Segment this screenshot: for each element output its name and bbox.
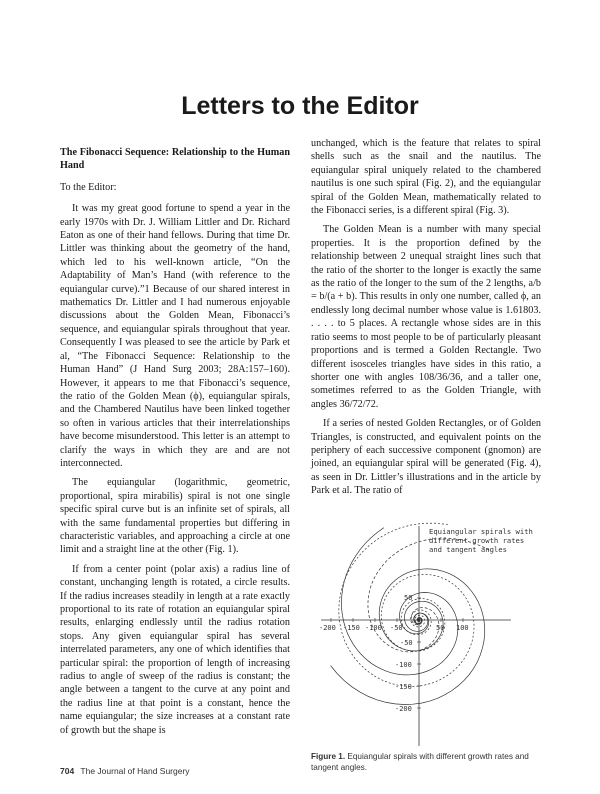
y-tick-label: -50 — [400, 639, 413, 647]
figure-1 — [311, 518, 541, 770]
article-title: The Fibonacci Sequence: Relationship to the Human Hand — [60, 147, 290, 172]
page-number: 704 — [60, 766, 75, 776]
x-tick-label: 50 — [436, 624, 445, 632]
legend-line: Equiangular spirals with — [429, 527, 533, 536]
paragraph: If from a center point (polar axis) a radius line of constant, unchanging length is rotated, a circle results. If the radius increases steadily in length at a rate exactly proportional to its rate of rotation an equiangular spiral results, enlarging endlessly until the radius rotation stops. Any given equiangular spiral has several interrelated parameters, any one of which identifies that particular spiral: the proportion of length of increasing radius to angle of sweep of the radius is constant; the angle between a tangent to the curve at any point and the radius line at that point is a constant, hence the name equiangular; the size increases at a constant rate of growth but the shape is — [60, 563, 290, 736]
paragraph: The equiangular (logarithmic, geometric, proportional, spira mirabilis) spiral is not one single specific spiral curve but is an infinite set of spirals, all with the same fundamental properties but differing in characteristic variables, and approaching a circle at one limit and a straight line at the other (Fig. 1). — [60, 477, 290, 556]
y-tick-label: -100 — [395, 661, 412, 669]
x-tick-label: -100 — [365, 624, 382, 632]
y-tick-label: -150 — [395, 683, 412, 691]
y-tick-label: 50 — [404, 594, 413, 602]
page-footer — [60, 766, 190, 776]
paragraph: The Golden Mean is a number with many special properties. It is the proportion defined by the relationship between 2 unequal straight lines such that the ratio of the shorter to the longer is exactly the same as the ratio of the longer to the sum of the 2 lengths, a/b = b/(a + b). This results in only one number, called ϕ, an endlessly long decimal number whose value is 1.61803. . . . . to 5 places. A rectangle whose sides are in this ratio seems to most people to be of particularly pleasant proportions and is termed a Golden Rectangle. Two different isosceles triangles have sides in this ratio, a shorter one with angles 108/36/36, and a taller one, sometimes referred to as the Golden Triangle, with angles 36/72/72. — [311, 224, 541, 410]
salutation: To the Editor: — [60, 181, 117, 193]
paragraph: If a series of nested Golden Rectangles, or of Golden Triangles, is constructed, and equivalent points on the periphery of each successive component (gnomon) are joined, an equiangular spiral will be generated (Fig. 4), as seen in Dr. Littler’s illustrations and in the article by Park et al. The ratio of — [311, 418, 541, 497]
x-tick-label: -150 — [343, 624, 360, 632]
x-tick-label: -50 — [390, 624, 403, 632]
paragraph: unchanged, which is the feature that relates to spiral shells such as the snail and the nautilus. The equiangular spiral uniquely related to the chambered nautilus is one such spiral (Fig. 2), and the equiangular spiral of the Golden Mean, mathematically related to the Fibonacci series, is a different spiral (Fig. 3). — [311, 138, 541, 217]
journal-name: The Journal of Hand Surgery — [80, 766, 190, 776]
x-tick-label: 100 — [456, 624, 469, 632]
caption-text: Equiangular spirals with different growth rates and tangent angles. — [311, 752, 529, 772]
left-column — [60, 146, 290, 743]
spiral-plot — [311, 518, 541, 758]
paragraph: It was my great good fortune to spend a year in the early 1970s with Dr. J. William Littler and Dr. Richard Eaton as one of their hand fellows. During that time Dr. Littler was thinking about the geometry of the hand, which led to his well-known article, “On the Adaptability of Man’s Hand (with reference to the equiangular curve).”1 Because of our shared interest in mathematics Dr. Littler and I had numerous enjoyable discussions about the Golden Mean, Fibonacci’s sequence, and equiangular spirals throughout that year. Consequently I was pleased to see the article by Park et al, “The Fibonacci Sequence: Relationship to the Human Hand” (J Hand Surg 2003; 28A:157–160). However, it appears to me that Fibonacci’s sequence, the ratio of the Golden Mean (ϕ), equiangular spirals, and the Chambered Nautilus have been linked together so often in various articles that their interrelationships have become misunderstood. This letter is an attempt to clarify the ways in which they are and are not interconnected. — [60, 203, 290, 469]
legend-line: and tangent angles — [429, 545, 507, 554]
right-column — [311, 137, 541, 504]
page-title: Letters to the Editor — [181, 92, 419, 120]
figure-caption — [311, 752, 547, 773]
y-tick-label: -200 — [395, 705, 412, 713]
legend-line: different growth rates — [429, 536, 525, 545]
caption-label: Figure 1. — [311, 752, 346, 761]
x-tick-label: -200 — [319, 624, 336, 632]
